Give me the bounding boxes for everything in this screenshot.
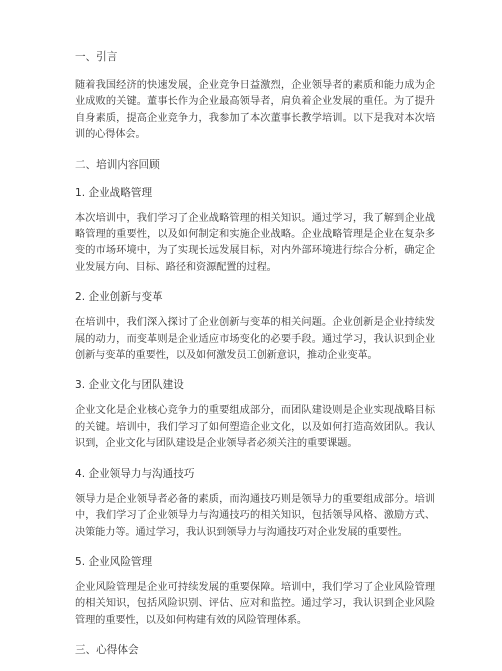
document-body: [75, 50, 435, 671]
subsection-title-leadership: 4. 企业领导力与沟通技巧: [75, 467, 195, 480]
subsection-title-culture: 3. 企业文化与团队建设: [75, 379, 184, 392]
intro-paragraph: 随着我国经济的快速发展，企业竞争日益激烈，企业领导者的素质和能力成为企业成败的关键。董事长作为企业最高领导者，肩负着企业发展的重任。为了提升自身素质，提高企业竞争力，我参加了本次董事长教学培训。以下是我对本次培训的心得体会。: [75, 80, 435, 141]
subsection-text-leadership: 领导力是企业领导者必备的素质，而沟通技巧则是领导力的重要组成部分。培训中，我们学习了企业领导力与沟通技巧的相关知识，包括领导风格、激励方式、决策能力等。通过学习，我认识到领导力与沟通技巧对企业发展的重要性。: [75, 493, 435, 538]
subsection-title-strategy: 1. 企业战略管理: [75, 186, 153, 199]
subsection-text-risk: 企业风险管理是企业可持续发展的重要保障。培训中，我们学习了企业风险管理的相关知识，包括风险识别、评估、应对和监控。通过学习，我认识到企业风险管理的重要性，以及如何构建有效的风险管理体系。: [75, 581, 435, 626]
section-heading-intro: 一、引言: [75, 51, 118, 63]
subsection-text-strategy: 本次培训中，我们学习了企业战略管理的相关知识。通过学习，我了解到企业战略管理的重要性，以及如何制定和实施企业战略。企业战略管理是企业在复杂多变的市场环境中，为了实现长远发展目标，对内外部环境进行综合分析，确定企业发展方向、目标、路径和资源配置的过程。: [75, 212, 435, 273]
subsection-title-risk: 5. 企业风险管理: [75, 555, 153, 568]
section-heading-reflections: 三、心得体会: [75, 644, 139, 657]
subsection-text-innovation: 在培训中，我们深入探讨了企业创新与变革的相关问题。企业创新是企业持续发展的动力，而变革则是企业适应市场变化的必要手段。通过学习，我认识到企业创新与变革的重要性，以及如何激发员工创新意识，推动企业变革。: [75, 317, 435, 362]
subsection-text-culture: 企业文化是企业核心竞争力的重要组成部分，而团队建设则是企业实现战略目标的关键。培训中，我们学习了如何塑造企业文化，以及如何打造高效团队。我认识到，企业文化与团队建设是企业领导者必须关注的重要课题。: [75, 405, 435, 450]
subsection-title-innovation: 2. 企业创新与变革: [75, 291, 163, 304]
section-heading-review: 二、培训内容回顾: [75, 158, 160, 171]
